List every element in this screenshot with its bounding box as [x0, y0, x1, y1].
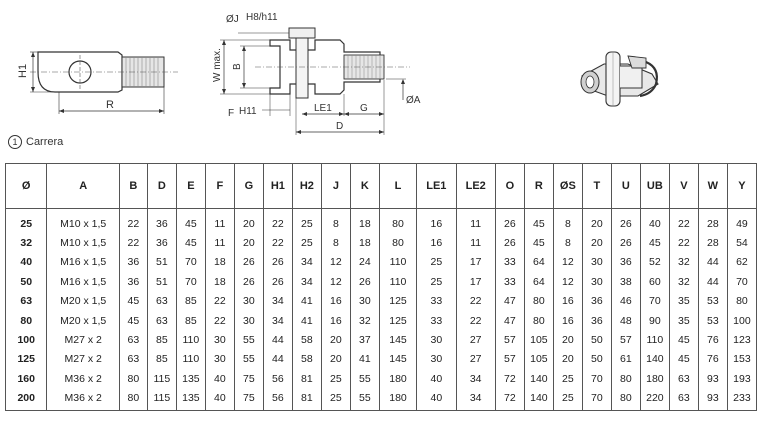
table-row: [6, 311, 757, 330]
table-cell: M20 x 1,5: [47, 311, 120, 330]
dim-h11-label: H11: [239, 106, 257, 117]
table-cell: 44: [263, 350, 292, 369]
table-cell: 26: [263, 272, 292, 291]
table-cell: 8: [321, 209, 350, 234]
table-cell: 17: [456, 272, 495, 291]
table-cell: 48: [611, 311, 640, 330]
table-cell: 20: [582, 209, 611, 234]
table-cell: 110: [379, 253, 416, 272]
footnote-marker: 1: [8, 135, 22, 149]
table-cell: 63: [119, 330, 147, 349]
table-cell: 20: [321, 330, 350, 349]
table-cell: 41: [350, 350, 379, 369]
table-cell: 125: [379, 311, 416, 330]
column-header: H2: [292, 164, 321, 209]
table-cell: 25: [321, 369, 350, 388]
dim-fit-label: H8/h11: [246, 12, 278, 23]
table-cell: 45: [524, 209, 553, 234]
table-cell: 55: [350, 369, 379, 388]
column-header: E: [176, 164, 205, 209]
table-cell: 105: [524, 350, 553, 369]
table-cell: 20: [234, 209, 263, 234]
table-cell: 26: [611, 209, 640, 234]
table-cell: 80: [119, 369, 147, 388]
table-cell: 45: [640, 233, 669, 252]
table-cell: 25: [553, 389, 582, 411]
table-cell: 34: [292, 253, 321, 272]
dim-le1-label: LE1: [314, 103, 332, 114]
table-cell: 32: [6, 233, 47, 252]
table-cell: 135: [176, 389, 205, 411]
table-cell: 25: [6, 209, 47, 234]
table-cell: 75: [234, 369, 263, 388]
table-cell: 63: [6, 292, 47, 311]
table-cell: 24: [350, 253, 379, 272]
table-cell: 40: [417, 389, 456, 411]
table-cell: 110: [176, 330, 205, 349]
table-cell: 20: [553, 330, 582, 349]
table-cell: 27: [456, 330, 495, 349]
table-cell: M16 x 1,5: [47, 272, 120, 291]
table-cell: 115: [147, 369, 176, 388]
table-cell: 40: [640, 209, 669, 234]
column-header: U: [611, 164, 640, 209]
table-cell: 56: [263, 369, 292, 388]
table-cell: 45: [119, 311, 147, 330]
table-cell: 140: [640, 350, 669, 369]
table-cell: 63: [119, 350, 147, 369]
table-cell: 80: [119, 389, 147, 411]
column-header: G: [234, 164, 263, 209]
column-header: F: [205, 164, 234, 209]
table-cell: 16: [321, 292, 350, 311]
table-cell: 55: [234, 330, 263, 349]
table-cell: 53: [698, 292, 727, 311]
column-header: J: [321, 164, 350, 209]
table-cell: 70: [640, 292, 669, 311]
table-cell: M16 x 1,5: [47, 253, 120, 272]
table-cell: 45: [669, 350, 698, 369]
table-cell: 26: [495, 209, 524, 234]
table-cell: 140: [524, 369, 553, 388]
table-cell: 30: [582, 253, 611, 272]
table-cell: 26: [350, 272, 379, 291]
table-cell: M27 x 2: [47, 350, 120, 369]
table-cell: 55: [350, 389, 379, 411]
table-cell: 85: [147, 330, 176, 349]
table-row: [6, 253, 757, 272]
table-cell: 57: [495, 350, 524, 369]
table-cell: 16: [417, 233, 456, 252]
table-row: [6, 272, 757, 291]
table-cell: 11: [205, 233, 234, 252]
dim-d-label: D: [336, 121, 344, 132]
table-cell: 27: [456, 350, 495, 369]
table-cell: 25: [292, 209, 321, 234]
table-cell: 22: [456, 311, 495, 330]
table-cell: 22: [263, 233, 292, 252]
table-cell: 25: [553, 369, 582, 388]
table-cell: 26: [234, 253, 263, 272]
table-cell: 34: [263, 292, 292, 311]
table-cell: 26: [611, 233, 640, 252]
column-header: W: [698, 164, 727, 209]
column-header: O: [495, 164, 524, 209]
column-header: L: [379, 164, 416, 209]
table-cell: 80: [524, 311, 553, 330]
table-cell: 37: [350, 330, 379, 349]
table-cell: 36: [582, 311, 611, 330]
table-cell: 57: [495, 330, 524, 349]
table-cell: 153: [727, 350, 756, 369]
column-header: A: [47, 164, 120, 209]
table-cell: 40: [205, 389, 234, 411]
table-row: [6, 292, 757, 311]
table-cell: 115: [147, 389, 176, 411]
table-cell: 80: [727, 292, 756, 311]
table-cell: 81: [292, 389, 321, 411]
column-header: ØS: [553, 164, 582, 209]
footnote-text: Carrera: [26, 136, 64, 148]
dim-w-label: W max.: [212, 48, 223, 82]
table-cell: 72: [495, 389, 524, 411]
table-cell: 22: [205, 311, 234, 330]
table-cell: 26: [263, 253, 292, 272]
table-cell: 32: [669, 253, 698, 272]
table-cell: 36: [611, 253, 640, 272]
table-cell: 53: [698, 311, 727, 330]
table-cell: M36 x 2: [47, 389, 120, 411]
table-cell: 20: [553, 350, 582, 369]
table-cell: 145: [379, 330, 416, 349]
column-header: T: [582, 164, 611, 209]
table-cell: 50: [582, 330, 611, 349]
table-cell: 56: [263, 389, 292, 411]
column-header: D: [147, 164, 176, 209]
table-cell: 70: [176, 272, 205, 291]
table-cell: 22: [119, 233, 147, 252]
table-cell: 17: [456, 253, 495, 272]
table-cell: 18: [205, 253, 234, 272]
table-cell: 180: [379, 389, 416, 411]
table-cell: 110: [379, 272, 416, 291]
table-cell: 16: [321, 311, 350, 330]
table-cell: 62: [727, 253, 756, 272]
table-cell: 22: [263, 209, 292, 234]
table-cell: 32: [669, 272, 698, 291]
table-cell: 125: [379, 292, 416, 311]
table-cell: 12: [553, 272, 582, 291]
dim-b-label: B: [232, 63, 243, 70]
column-header: Y: [727, 164, 756, 209]
table-cell: 233: [727, 389, 756, 411]
table-cell: 81: [292, 369, 321, 388]
table-cell: 30: [417, 330, 456, 349]
table-cell: 40: [6, 253, 47, 272]
table-cell: 44: [698, 272, 727, 291]
table-cell: 63: [669, 389, 698, 411]
table-cell: 44: [698, 253, 727, 272]
table-cell: 34: [456, 389, 495, 411]
table-cell: M10 x 1,5: [47, 209, 120, 234]
table-cell: 58: [292, 350, 321, 369]
table-cell: 36: [147, 209, 176, 234]
table-cell: 16: [417, 209, 456, 234]
table-cell: 140: [524, 389, 553, 411]
column-header: LE1: [417, 164, 456, 209]
table-cell: 54: [727, 233, 756, 252]
table-cell: 36: [119, 253, 147, 272]
table-cell: 41: [292, 292, 321, 311]
table-cell: 44: [263, 330, 292, 349]
table-cell: 25: [417, 272, 456, 291]
table-cell: 33: [495, 272, 524, 291]
table-cell: 8: [321, 233, 350, 252]
table-cell: 193: [727, 369, 756, 388]
table-cell: 145: [379, 350, 416, 369]
table-cell: 8: [553, 233, 582, 252]
table-cell: 80: [6, 311, 47, 330]
table-cell: 11: [456, 209, 495, 234]
table-cell: 180: [379, 369, 416, 388]
table-cell: 76: [698, 330, 727, 349]
table-cell: 41: [292, 311, 321, 330]
table-cell: 45: [119, 292, 147, 311]
table-cell: M10 x 1,5: [47, 233, 120, 252]
table-cell: 25: [321, 389, 350, 411]
table-cell: 30: [205, 330, 234, 349]
table-cell: 30: [350, 292, 379, 311]
table-cell: 26: [495, 233, 524, 252]
dim-g-label: G: [360, 103, 368, 114]
table-cell: 55: [234, 350, 263, 369]
table-cell: 26: [234, 272, 263, 291]
column-header: B: [119, 164, 147, 209]
dim-j-label: ØJ: [226, 14, 239, 25]
table-cell: 72: [495, 369, 524, 388]
table-cell: 22: [456, 292, 495, 311]
table-cell: 60: [640, 272, 669, 291]
table-cell: 105: [524, 330, 553, 349]
table-cell: 16: [553, 292, 582, 311]
table-cell: 11: [205, 209, 234, 234]
table-cell: 38: [611, 272, 640, 291]
table-row: [6, 350, 757, 369]
table-cell: 36: [582, 292, 611, 311]
table-cell: 100: [727, 311, 756, 330]
table-cell: 28: [698, 233, 727, 252]
table-cell: 125: [6, 350, 47, 369]
table-cell: 16: [553, 311, 582, 330]
table-cell: 40: [205, 369, 234, 388]
table-cell: 93: [698, 389, 727, 411]
table-cell: 85: [176, 311, 205, 330]
table-cell: 18: [350, 233, 379, 252]
table-cell: 8: [553, 209, 582, 234]
table-cell: M20 x 1,5: [47, 292, 120, 311]
table-cell: 63: [669, 369, 698, 388]
table-cell: 18: [205, 272, 234, 291]
column-header: K: [350, 164, 379, 209]
table-cell: 52: [640, 253, 669, 272]
table-cell: 64: [524, 253, 553, 272]
table-cell: 25: [417, 253, 456, 272]
table-row: [6, 389, 757, 411]
table-cell: 50: [582, 350, 611, 369]
table-cell: 70: [582, 389, 611, 411]
table-cell: 11: [456, 233, 495, 252]
table-cell: 70: [176, 253, 205, 272]
clevis-3d-icon: [568, 44, 678, 114]
table-cell: 80: [611, 369, 640, 388]
side-view-drawing: [0, 0, 200, 125]
table-cell: 110: [640, 330, 669, 349]
table-cell: 33: [417, 292, 456, 311]
table-cell: 50: [6, 272, 47, 291]
table-cell: 18: [350, 209, 379, 234]
table-cell: 35: [669, 292, 698, 311]
column-header: LE2: [456, 164, 495, 209]
table-cell: 58: [292, 330, 321, 349]
table-cell: 20: [321, 350, 350, 369]
table-cell: 30: [234, 311, 263, 330]
table-cell: 200: [6, 389, 47, 411]
table-cell: 123: [727, 330, 756, 349]
table-cell: 70: [582, 369, 611, 388]
table-cell: 80: [379, 209, 416, 234]
table-row: [6, 209, 757, 234]
table-cell: 76: [698, 350, 727, 369]
table-cell: 63: [147, 292, 176, 311]
table-cell: 12: [553, 253, 582, 272]
dim-h1-label: H1: [17, 63, 29, 78]
table-cell: 34: [456, 369, 495, 388]
column-header: Ø: [6, 164, 47, 209]
table-cell: 80: [524, 292, 553, 311]
table-cell: 70: [727, 272, 756, 291]
table-header-row: [6, 164, 757, 209]
table-cell: 100: [6, 330, 47, 349]
table-cell: 34: [263, 311, 292, 330]
table-cell: 20: [582, 233, 611, 252]
table-cell: 61: [611, 350, 640, 369]
dim-a-label: ØA: [406, 95, 421, 106]
column-header: R: [524, 164, 553, 209]
table-cell: 28: [698, 209, 727, 234]
table-cell: 85: [147, 350, 176, 369]
dimensions-table: [5, 163, 757, 411]
table-cell: 12: [321, 253, 350, 272]
stroke-footnote: [8, 135, 63, 149]
technical-drawings: [0, 0, 763, 162]
table-cell: 45: [669, 330, 698, 349]
table-cell: 64: [524, 272, 553, 291]
table-cell: 40: [417, 369, 456, 388]
table-cell: 22: [669, 209, 698, 234]
table-cell: 51: [147, 272, 176, 291]
table-cell: 32: [350, 311, 379, 330]
table-cell: 47: [495, 292, 524, 311]
table-cell: 36: [147, 233, 176, 252]
table-cell: 49: [727, 209, 756, 234]
table-cell: 45: [176, 209, 205, 234]
top-view-drawing: [210, 0, 430, 140]
table-cell: 33: [495, 253, 524, 272]
table-cell: 75: [234, 389, 263, 411]
column-header: H1: [263, 164, 292, 209]
table-cell: 33: [417, 311, 456, 330]
table-cell: 47: [495, 311, 524, 330]
table-row: [6, 233, 757, 252]
table-cell: 30: [205, 350, 234, 369]
table-cell: 90: [640, 311, 669, 330]
table-cell: 35: [669, 311, 698, 330]
table-cell: 12: [321, 272, 350, 291]
table-cell: 25: [292, 233, 321, 252]
column-header: V: [669, 164, 698, 209]
table-cell: 36: [119, 272, 147, 291]
table-row: [6, 369, 757, 388]
table-cell: M36 x 2: [47, 369, 120, 388]
table-cell: M27 x 2: [47, 330, 120, 349]
table-cell: 110: [176, 350, 205, 369]
table-cell: 80: [611, 389, 640, 411]
table-cell: 30: [234, 292, 263, 311]
table-cell: 85: [176, 292, 205, 311]
table-cell: 63: [147, 311, 176, 330]
table-cell: 135: [176, 369, 205, 388]
table-cell: 57: [611, 330, 640, 349]
dim-r-label: R: [106, 99, 114, 111]
table-cell: 34: [292, 272, 321, 291]
table-cell: 30: [582, 272, 611, 291]
table-cell: 180: [640, 369, 669, 388]
table-cell: 22: [669, 233, 698, 252]
table-cell: 45: [176, 233, 205, 252]
table-cell: 45: [524, 233, 553, 252]
table-cell: 22: [119, 209, 147, 234]
table-cell: 80: [379, 233, 416, 252]
table-row: [6, 330, 757, 349]
table-cell: 51: [147, 253, 176, 272]
table-cell: 220: [640, 389, 669, 411]
table-cell: 22: [205, 292, 234, 311]
table-cell: 160: [6, 369, 47, 388]
table-cell: 20: [234, 233, 263, 252]
table-cell: 30: [417, 350, 456, 369]
column-header: UB: [640, 164, 669, 209]
table-cell: 46: [611, 292, 640, 311]
table-cell: 93: [698, 369, 727, 388]
dim-f-label: F: [228, 108, 235, 119]
